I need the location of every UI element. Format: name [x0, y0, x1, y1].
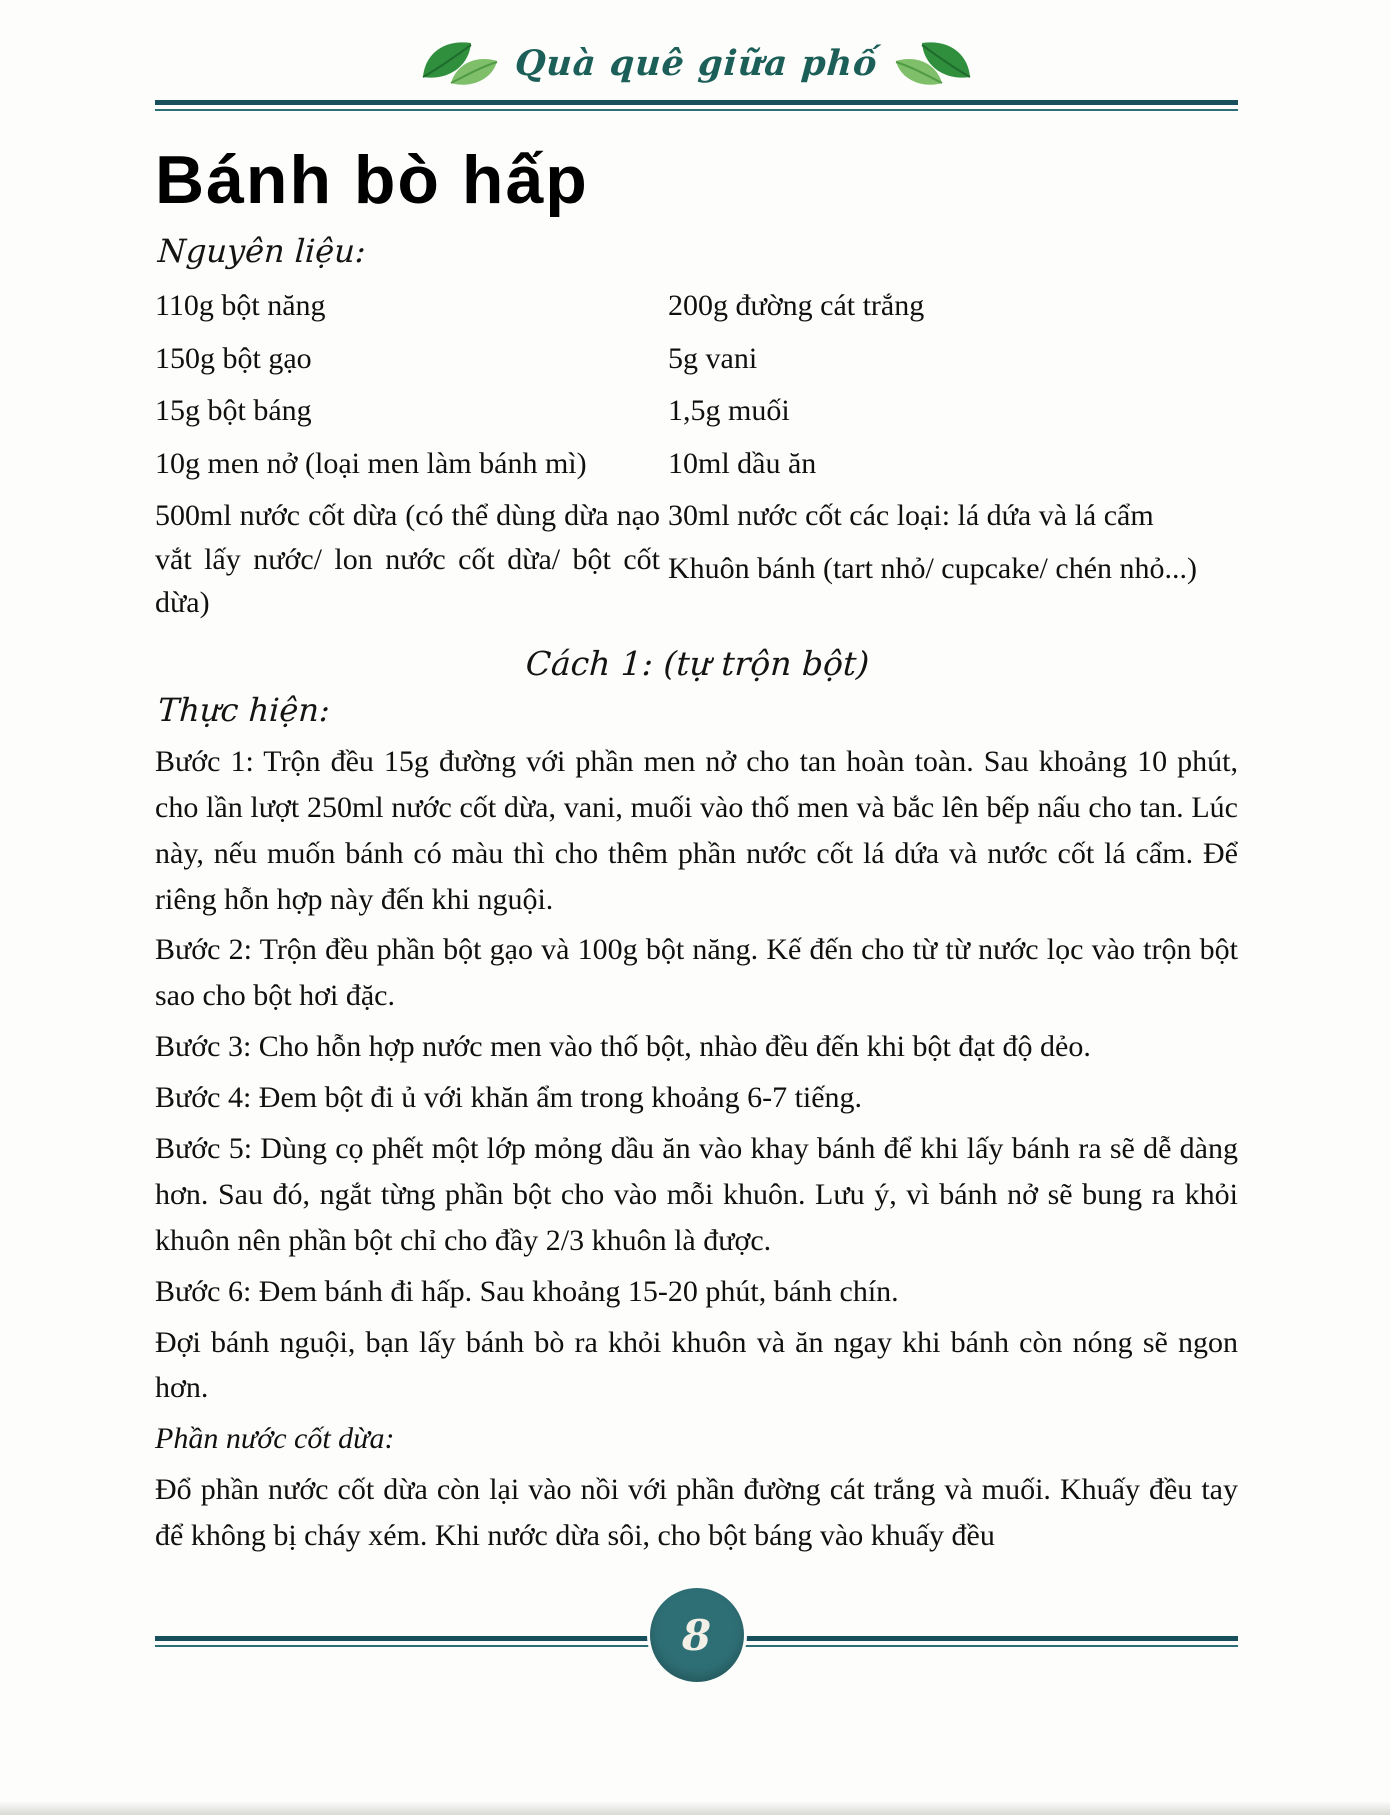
ingredient-item: 10ml dầu ăn — [668, 446, 817, 480]
step-paragraph: Bước 2: Trộn đều phần bột gạo và 100g bột năng. Kế đến cho từ từ nước lọc vào trộn bột sao cho bột hơi đặc. — [155, 933, 1238, 1013]
ingredients-columns — [155, 284, 1238, 634]
step-paragraph: Đợi bánh nguội, bạn lấy bánh bò ra khỏi khuôn và ăn ngay khi bánh còn nóng sẽ ngon hơn. — [155, 1325, 1238, 1405]
step-paragraph: Bước 3: Cho hỗn hợp nước men vào thố bột, nhào đều đến khi bột đạt độ dẻo. — [155, 1030, 1091, 1064]
step-paragraph: Bước 6: Đem bánh đi hấp. Sau khoảng 15-20 phút, bánh chín. — [155, 1274, 899, 1308]
recipe-title: Bánh bò hấp — [155, 142, 589, 218]
ingredient-item: 150g bột gạo — [155, 341, 312, 375]
series-title: Quà quê giữa phố — [513, 42, 880, 84]
leaf-decoration-left-icon — [417, 35, 501, 91]
leaf-decoration-right-icon — [892, 35, 976, 91]
step-paragraph: Bước 4: Đem bột đi ủ với khăn ẩm trong khoảng 6-7 tiếng. — [155, 1081, 863, 1115]
ingredient-item: 10g men nở (loại men làm bánh mì) — [155, 446, 587, 480]
page-number-badge — [650, 1588, 744, 1682]
scan-edge-shadow — [0, 1801, 1390, 1815]
ingredient-item: Khuôn bánh (tart nhỏ/ cupcake/ chén nhỏ...) — [668, 551, 1197, 585]
ingredients-right-column — [668, 284, 1238, 634]
coconut-section-heading: Phần nước cốt dừa: — [155, 1422, 395, 1456]
instructions — [155, 739, 1238, 1559]
header-rule — [155, 100, 1238, 111]
step-paragraph: Bước 1: Trộn đều 15g đường với phần men nở cho tan hoàn toàn. Sau khoảng 10 phút, cho lần lượt 250ml nước cốt dừa, vani, muối vào thố men và bắc lên bếp nấu cho tan. Lúc này, nếu muốn bánh có màu thì cho thêm phần nước cốt lá dứa và nước cốt lá cẩm. Để riêng hỗn hợp này đến khi nguội. — [155, 744, 1238, 916]
ingredient-item: 110g bột năng — [155, 289, 326, 323]
ingredient-item: 30ml nước cốt các loại: lá dứa và lá cẩm — [668, 499, 1154, 533]
ingredient-item: 200g đường cát trắng — [668, 289, 925, 323]
page-number: 8 — [681, 1610, 712, 1660]
step-paragraph: Bước 5: Dùng cọ phết một lớp mỏng dầu ăn vào khay bánh để khi lấy bánh ra sẽ dễ dàng hơn. Sau đó, ngắt từng phần bột cho vào mỗi khuôn. Lưu ý, vì bánh nở sẽ bung ra khỏi khuôn nên phần bột chỉ cho đầy 2/3 khuôn là được. — [155, 1132, 1238, 1257]
brand-row — [155, 30, 1238, 96]
ingredient-item: 1,5g muối — [668, 394, 790, 428]
method-heading: Cách 1: (tự trộn bột) — [524, 643, 871, 683]
coconut-paragraph: Đổ phần nước cốt dừa còn lại vào nồi với phần đường cát trắng và muối. Khuấy đều tay để không bị cháy xém. Khi nước dừa sôi, cho bột báng vào khuấy đều — [155, 1473, 1238, 1553]
page-footer — [155, 1610, 1238, 1660]
page-header — [155, 30, 1238, 111]
ingredient-item: 15g bột báng — [155, 394, 312, 428]
ingredient-item: 5g vani — [668, 341, 758, 375]
steps-heading: Thực hiện: — [157, 690, 331, 729]
ingredients-heading: Nguyên liệu: — [157, 232, 367, 271]
ingredient-item: 500ml nước cốt dừa (có thể dùng dừa nạo vắt lấy nước/ lon nước cốt dừa/ bột cốt dừa) — [155, 499, 660, 620]
ingredients-left-column — [155, 284, 660, 634]
